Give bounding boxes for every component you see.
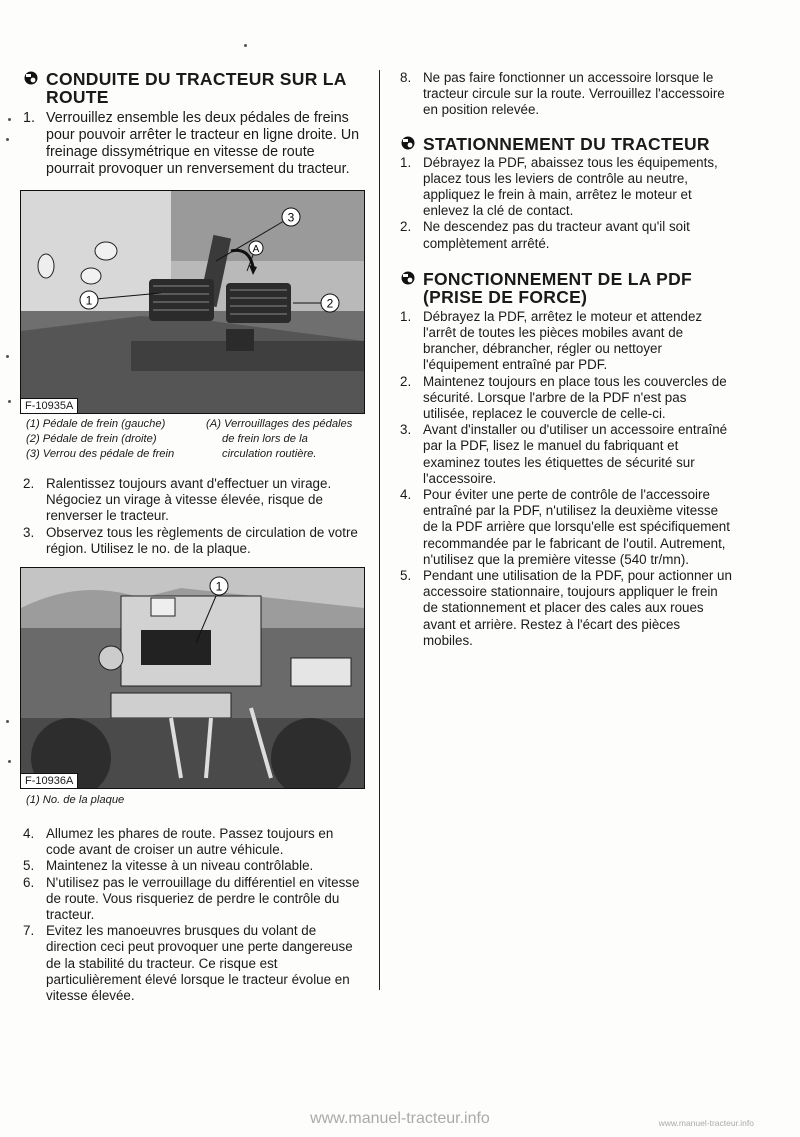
callout-1: 1 <box>85 293 93 308</box>
section-title: FONCTIONNEMENT DE LA PDF (PRISE DE FORCE) <box>423 268 693 307</box>
column-divider <box>379 70 380 990</box>
item-text: Maintenez la vitesse à un niveau contrôlable. <box>46 858 314 874</box>
item-text: N'utilisez pas le verrouillage du différentiel en vitesse de route. Vous risqueriez de perdre le contrôle du tracteur. <box>46 874 360 923</box>
item-text: Pendant une utilisation de la PDF, pour actionner un accessoire stationnaire, toujours appliquer le frein de stationnement et placer des cales aux roues avant et arrière. Restez à l'écart des pièces mobiles. <box>423 568 732 648</box>
right-column <box>397 70 732 649</box>
item-number: 2. <box>400 219 412 235</box>
figure-tag: F-10936A <box>21 773 78 788</box>
callout-3: 3 <box>287 210 295 225</box>
caption-line: (3) Verrou des pédale de frein <box>26 448 175 460</box>
callout-2: 2 <box>326 296 334 311</box>
item-number: 4. <box>400 487 412 503</box>
item-text: Verrouillez ensemble les deux pédales de freins pour pouvoir arrêter le tracteur en ligne droite. Un freinage dissymétrique en vitesse de route pourrait provoquer un renversement du tracteur. <box>46 110 360 177</box>
caption-line: de frein lors de la <box>222 433 308 445</box>
brake-pedals-illustration <box>21 191 364 413</box>
item-text: Ne descendez pas du tracteur avant qu'il soit complètement arrêté. <box>423 219 690 251</box>
list-item <box>397 487 732 568</box>
item-number: 2. <box>400 373 412 389</box>
figure-tag: F-10935A <box>21 398 78 413</box>
list-item <box>20 476 365 525</box>
footer-watermark: www.manuel-tracteur.info <box>310 1110 490 1127</box>
item-number: 1. <box>400 308 412 324</box>
item-number: 7. <box>23 923 35 939</box>
item-number: 1. <box>23 110 35 126</box>
figure2-caption: (1) No. de la plaque <box>26 794 125 807</box>
figure1-caption <box>26 417 365 462</box>
list-item <box>397 374 732 423</box>
callout-1: 1 <box>215 579 223 594</box>
caption-line: (1) Pédale de frein (gauche) <box>26 418 166 430</box>
road-driving-list-2 <box>20 476 365 557</box>
item-number: 4. <box>23 826 35 842</box>
tractor-bullet-icon <box>401 271 415 285</box>
item-number: 8. <box>400 70 412 85</box>
list-item <box>397 219 732 251</box>
item-number: 3. <box>23 524 35 540</box>
section-heading-pto <box>397 270 732 306</box>
section-title: CONDUITE DU TRACTEUR SUR LA ROUTE <box>46 69 347 107</box>
item-number: 5. <box>400 568 412 584</box>
item-text: Ralentissez toujours avant d'effectuer un virage. Négociez un virage à vitesse élevée, risque de renverser le tracteur. <box>46 476 332 524</box>
pto-list <box>397 309 732 649</box>
tractor-bullet-icon <box>24 71 38 85</box>
left-column <box>20 70 365 1004</box>
callout-a: A <box>252 244 260 255</box>
list-item <box>20 858 365 874</box>
list-item <box>20 875 365 924</box>
caption-line: (2) Pédale de frein (droite) <box>26 433 157 445</box>
section-heading-parking <box>397 135 732 153</box>
item-text: Allumez les phares de route. Passez toujours en code avant de croiser un autre véhicule. <box>46 826 334 858</box>
road-driving-list-3 <box>20 826 365 1004</box>
caption-line: circulation routière. <box>222 448 317 460</box>
list-item <box>397 155 732 220</box>
item-text: Pour éviter une perte de contrôle de l'accessoire entraîné par la PDF, n'utilisez la deuxième vitesse de la PDF arrière que lorsqu'elle est spécifiquement recommandée par le fabricant de l'outil. Autrement, n'utilisez que la première vitesse (540 tr/mn). <box>423 487 730 567</box>
parking-list <box>397 155 732 252</box>
plate-illustration <box>21 568 364 788</box>
item-text: Maintenez toujours en place tous les couvercles de sécurité. Lorsque l'arbre de la PDF n'est pas utilisée, replacez le couvercle de celle-ci. <box>423 373 727 422</box>
item-text: Evitez les manoeuvres brusques du volant de direction ceci peut provoquer une perte dangereuse de la stabilité du tracteur. Ce risque est particulièrement élevé lorsque le tracteur évolue en vitesse élevée. <box>46 923 353 1004</box>
section-heading-road-driving <box>20 70 365 106</box>
item-text: Ne pas faire fonctionner un accessoire lorsque le tracteur circule sur la route. Verrouillez l'accessoire en position relevée. <box>423 70 725 118</box>
section-title: STATIONNEMENT DU TRACTEUR <box>423 133 710 154</box>
list-item <box>397 70 732 119</box>
brake-pedals-figure <box>20 190 365 414</box>
road-driving-list <box>20 110 365 178</box>
item-number: 6. <box>23 874 35 890</box>
list-item <box>397 568 732 649</box>
list-item <box>20 525 365 557</box>
list-item <box>20 923 365 1004</box>
item-number: 5. <box>23 858 35 874</box>
item-text: Débrayez la PDF, abaissez tous les équipements, placez tous les leviers de contrôle au neutre, appliquez le frein à main, arrêtez le moteur et enlevez la clé de contact. <box>423 154 718 219</box>
road-driving-list-cont <box>397 70 732 119</box>
list-item <box>397 422 732 487</box>
list-item <box>20 110 365 178</box>
list-item <box>20 826 365 858</box>
item-number: 2. <box>23 476 35 491</box>
item-text: Débrayez la PDF, arrêtez le moteur et attendez l'arrêt de toutes les pièces mobiles avant de brancher, débrancher, régler ou nettoyer l'équipement entraîné par PDF. <box>423 308 703 373</box>
item-text: Avant d'installer ou d'utiliser un accessoire entraîné par la PDF, lisez le manuel du fabriquant et examinez toutes les étiquettes de sécurité sur l'accessoire. <box>423 422 728 486</box>
plate-figure <box>20 567 365 789</box>
item-number: 3. <box>400 422 412 438</box>
caption-line: (A) Verrouillages des pédales <box>206 418 353 430</box>
item-number: 1. <box>400 154 412 170</box>
item-text: Observez tous les règlements de circulation de votre région. Utilisez le no. de la plaque. <box>46 524 358 556</box>
footer-watermark-small: www.manuel-tracteur.info <box>658 1118 754 1128</box>
tractor-bullet-icon <box>401 136 415 150</box>
list-item <box>397 309 732 374</box>
